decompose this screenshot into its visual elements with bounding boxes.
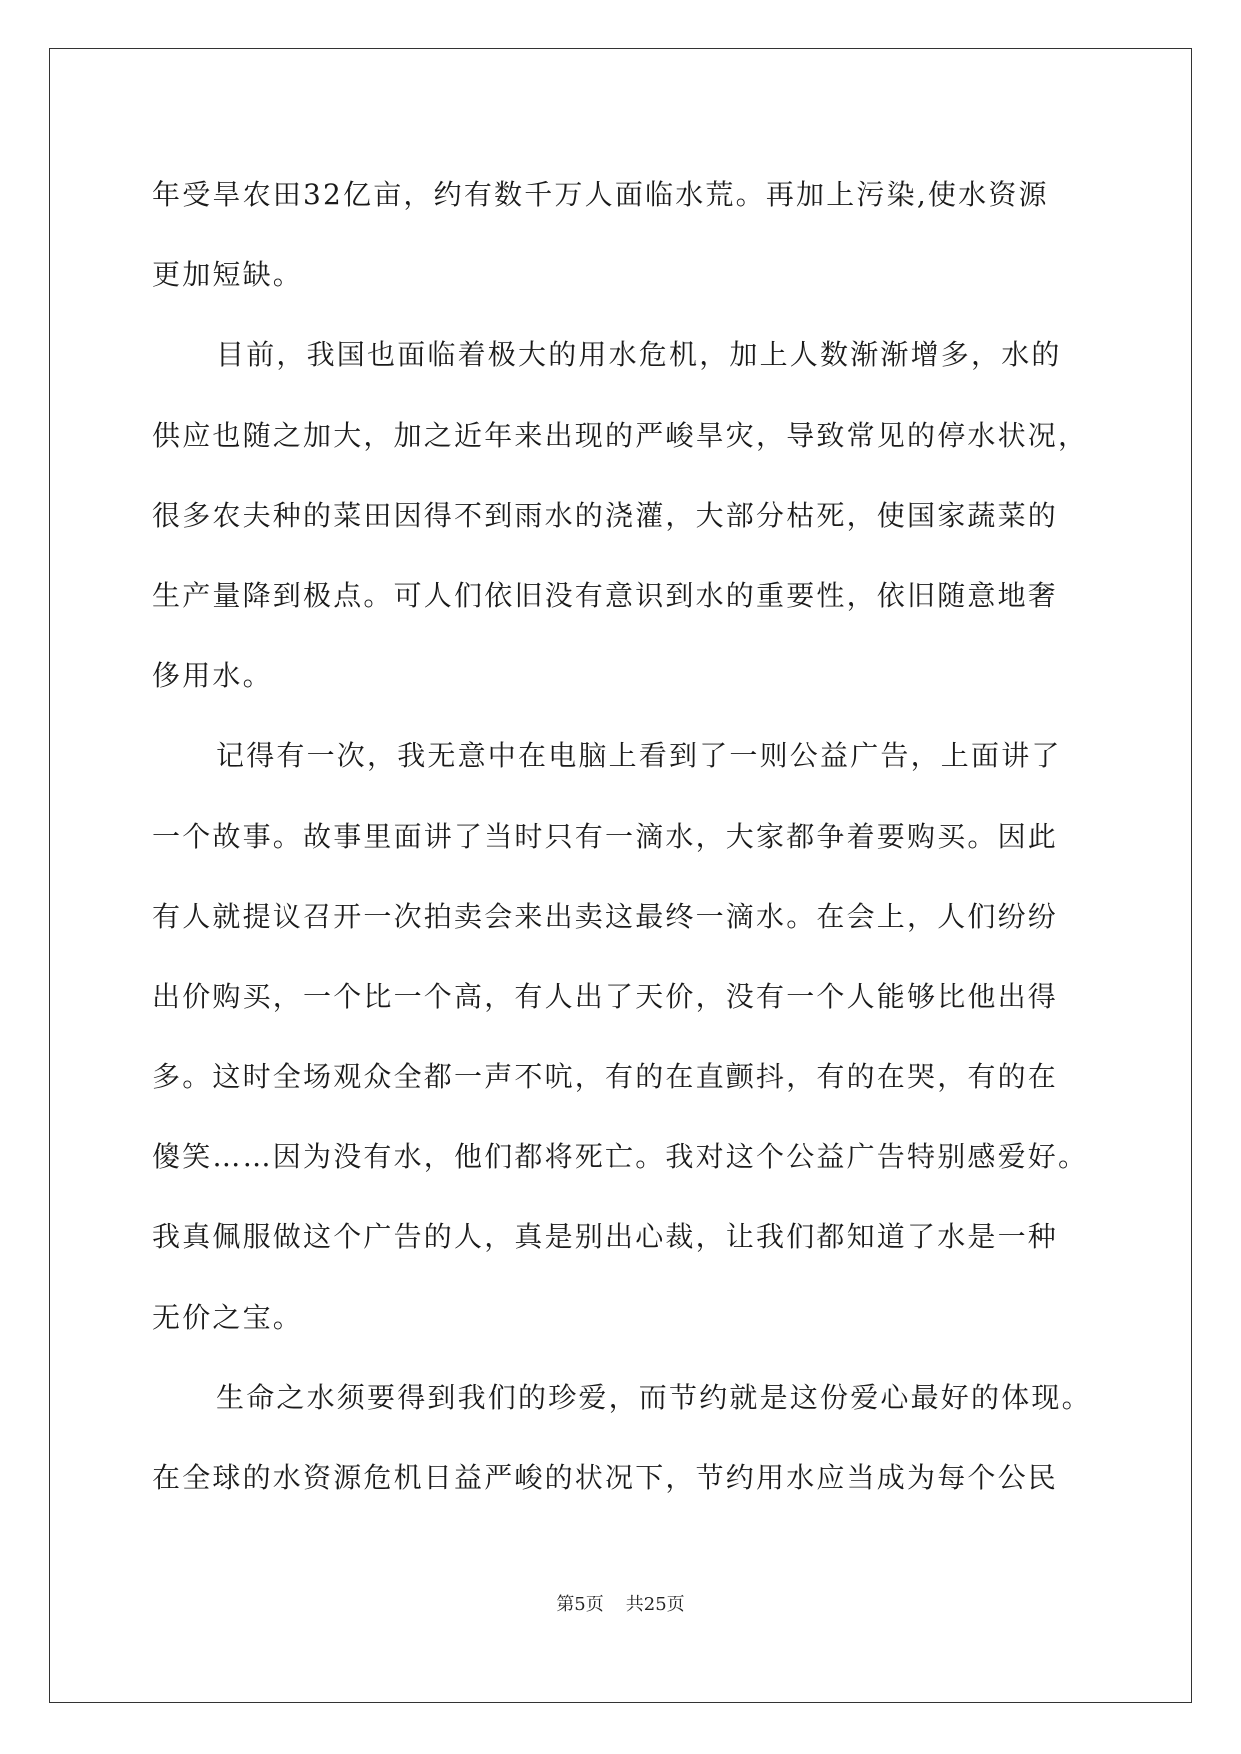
text-line: 生产量降到极点。可人们依旧没有意识到水的重要性，依旧随意地奢 <box>152 578 1059 612</box>
page-number: 第5页 <box>556 1594 604 1615</box>
text-line: 傻笑……因为没有水，他们都将死亡。我对这个公益广告特别感爱好。 <box>152 1140 1089 1174</box>
text-line: 更加短缺。 <box>152 258 304 292</box>
text-line: 我真佩服做这个广告的人，真是别出心裁，让我们都知道了水是一种 <box>152 1220 1059 1254</box>
text-line: 无价之宝。 <box>152 1300 304 1334</box>
paragraph-start-line: 生命之水须要得到我们的珍爱，而节约就是这份爱心最好的体现。 <box>216 1380 1092 1414</box>
text-line: 多。这时全场观众全都一声不吭，有的在直颤抖，有的在哭，有的在 <box>152 1060 1059 1094</box>
document-body <box>152 155 1092 1518</box>
text-line: 供应也随之加大，加之近年来出现的严峻旱灾，导致常见的停水状况， <box>152 418 1089 452</box>
page-footer <box>0 1590 1241 1616</box>
text-line: 很多农夫种的菜田因得不到雨水的浇灌，大部分枯死，使国家蔬菜的 <box>152 498 1059 532</box>
total-pages: 共25页 <box>625 1594 685 1615</box>
paragraph-start-line: 目前，我国也面临着极大的用水危机，加上人数渐渐增多，水的 <box>216 338 1062 372</box>
paragraph-start-line: 记得有一次，我无意中在电脑上看到了一则公益广告，上面讲了 <box>216 739 1062 773</box>
text-line: 年受旱农田32亿亩，约有数千万人面临水荒。再加上污染,使水资源 <box>152 178 1049 211</box>
text-line: 一个故事。故事里面讲了当时只有一滴水，大家都争着要购买。因此 <box>152 819 1059 853</box>
text-line: 出价购买，一个比一个高，有人出了天价，没有一个人能够比他出得 <box>152 979 1059 1013</box>
text-line: 在全球的水资源危机日益严峻的状况下，节约用水应当成为每个公民 <box>152 1461 1059 1494</box>
text-line: 有人就提议召开一次拍卖会来出卖这最终一滴水。在会上，人们纷纷 <box>152 899 1059 933</box>
text-line: 侈用水。 <box>152 659 273 693</box>
